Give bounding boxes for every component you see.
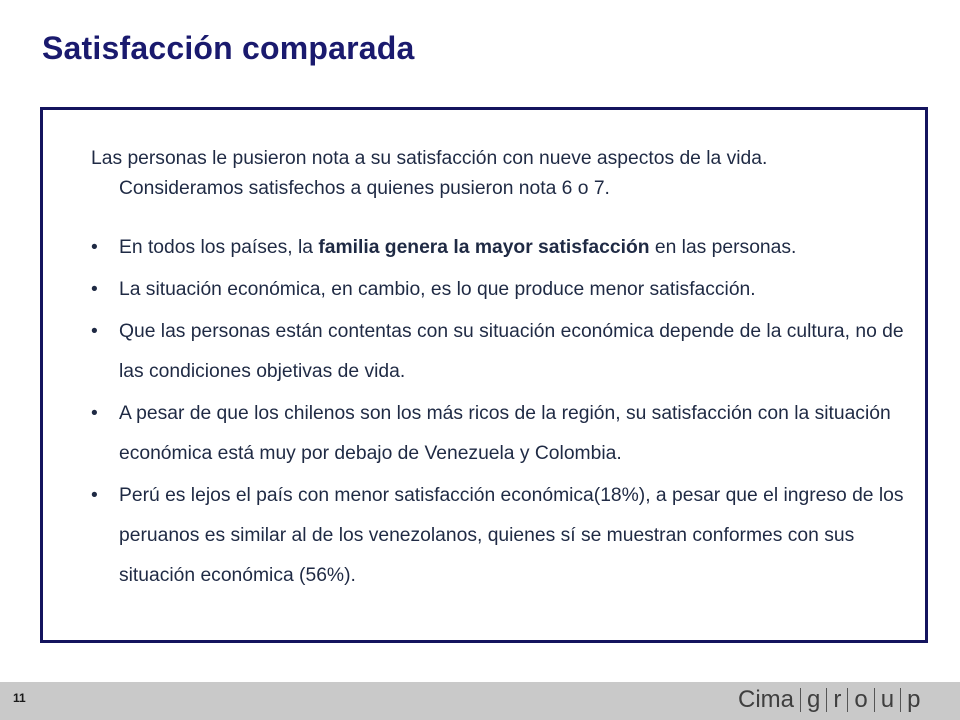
bullet-text-after: en las personas. — [649, 237, 797, 258]
list-item — [91, 228, 931, 268]
bullet-icon: • — [91, 485, 98, 506]
bullet-text: Que las personas están contentas con su situación económica depende de la cultura, no de las condiciones objetivas de vida. — [119, 321, 904, 382]
bullet-icon: • — [91, 279, 98, 300]
logo-letter: r — [826, 688, 847, 712]
logo-letter: u — [874, 688, 900, 712]
bullet-text: A pesar de que los chilenos son los más ricos de la región, su satisfacción con la situación económica está muy por debajo de Venezuela y Colombia. — [119, 403, 891, 464]
list-item — [91, 270, 931, 310]
bullet-text: Perú es lejos el país con menor satisfacción económica(18%), a pesar que el ingreso de los peruanos es similar al de los venezolanos, quienes sí se muestran conformes con sus situación económica (56%). — [119, 485, 904, 586]
logo-letter: g — [800, 688, 826, 712]
bullet-icon: • — [91, 403, 98, 424]
list-item — [91, 476, 931, 596]
bullet-text: La situación económica, en cambio, es lo que produce menor satisfacción. — [119, 279, 756, 300]
bullet-icon: • — [91, 321, 98, 342]
bullet-text-before: En todos los países, la — [119, 237, 319, 258]
content-box — [40, 107, 928, 643]
company-logo — [738, 684, 926, 716]
logo-word: Cima — [738, 686, 795, 713]
intro-paragraph — [91, 144, 931, 204]
footer-bar — [0, 682, 960, 720]
page-title: Satisfacción comparada — [42, 30, 415, 66]
intro-line-1: Las personas le pusieron nota a su satisfacción con nueve aspectos de la vida. — [91, 148, 768, 169]
logo-letter: p — [900, 688, 926, 712]
list-item — [91, 394, 931, 474]
bullet-highlight: familia genera la mayor satisfacción — [318, 237, 650, 258]
logo-letter: o — [847, 688, 873, 712]
page-number: 11 — [13, 691, 26, 705]
bullet-list — [91, 228, 931, 598]
intro-line-2: Consideramos satisfechos a quienes pusieron nota 6 o 7. — [119, 178, 610, 199]
bullet-icon: • — [91, 237, 98, 258]
list-item — [91, 312, 931, 392]
